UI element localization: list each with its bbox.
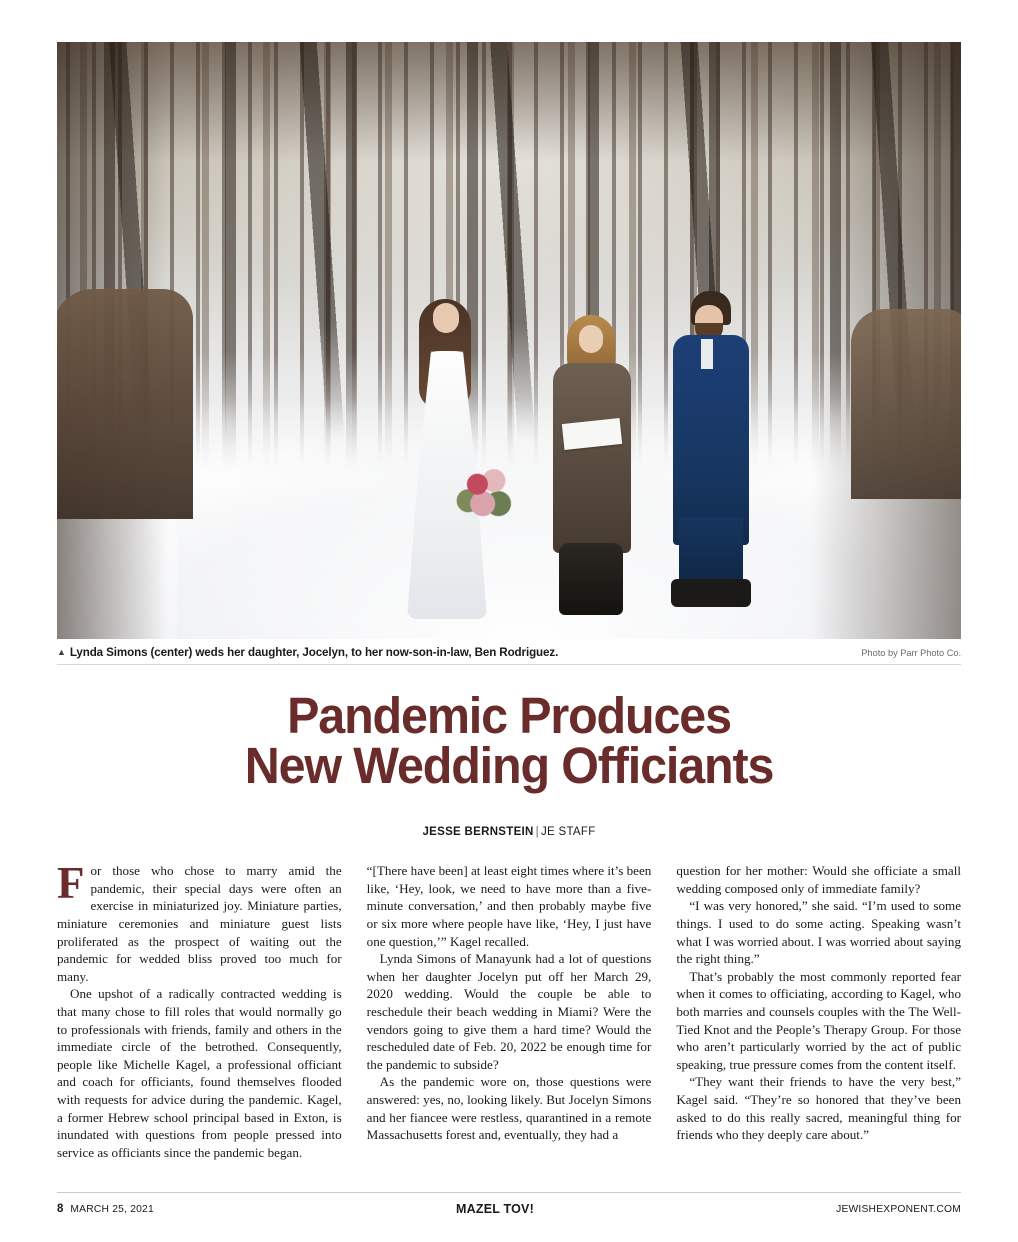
article-body <box>57 858 962 1161</box>
headline-line-1: Pandemic Produces <box>287 687 731 744</box>
officiant-boots <box>559 543 623 615</box>
paragraph: As the pandemic wore on, those questions were answered: yes, no, looking likely. But Jocelyn Simons and her fiancee were restless, quarantined in a remote Massachusetts forest and, eventually, they had a <box>366 1074 652 1143</box>
website-url[interactable]: JEWISHEXPONENT.COM <box>836 1203 961 1215</box>
paragraph: Lynda Simons of Manayunk had a lot of questions when her daughter Jocelyn put off her March 29, 2020 wedding. Would the couple be able to reschedule their beach wedding in Miami? Were the vendors going to give them a hard time? Would the rescheduled date of Feb. 20, 2022 be enough time for the pandemic to subside? <box>366 951 652 1072</box>
article-column-3 <box>676 862 961 1161</box>
magazine-page <box>0 42 1018 1242</box>
paragraph <box>57 858 342 985</box>
photo-bystander-right <box>851 309 961 499</box>
article-column-1 <box>57 858 342 1161</box>
photo-caption-text: Lynda Simons (center) weds her daughter, Jocelyn, to her now-son-in-law, Ben Rodriguez. <box>69 646 559 659</box>
byline-author: JESSE BERNSTEIN <box>422 826 534 839</box>
bride-bouquet <box>451 459 517 531</box>
paragraph: “[There have been] at least eight times where it’s been like, ‘Hey, look, we need to have more than a five-minute conversation,’ and then probably maybe five or six more where people have like, ‘Hey, I just have one question,’” Kagel recalled. <box>366 863 652 949</box>
photo-bride <box>387 291 507 621</box>
page-number: 8 <box>57 1203 64 1215</box>
photo-groom <box>657 287 767 617</box>
byline <box>57 826 961 838</box>
section-name: MAZEL TOV! <box>456 1202 534 1216</box>
photo-officiant <box>537 311 647 621</box>
article-column-2 <box>367 862 652 1161</box>
officiant-head <box>579 325 603 353</box>
bride-head <box>433 303 459 333</box>
byline-organization: JE STAFF <box>540 826 596 839</box>
paragraph: “I was very honored,” she said. “I’m used to some things. I used to do some acting. Speaking wasn’t what I was worried about. I was worried about saying the right thing.” <box>676 898 962 967</box>
photo-bystander-left <box>57 289 193 519</box>
drop-cap: F <box>57 858 85 909</box>
paragraph: “They want their friends to have the very best,” Kagel said. “They’re so honored that they’ve been asked to do this really sacred, meaningful thing for friends who they deeply care about.” <box>676 1074 962 1143</box>
byline-separator: | <box>535 826 539 839</box>
triangle-marker-icon: ▲ <box>57 647 66 657</box>
photo-caption <box>57 646 558 659</box>
page-footer <box>57 1192 961 1216</box>
issue-date: MARCH 25, 2021 <box>70 1204 154 1215</box>
groom-shirt <box>701 339 713 369</box>
photo-scene <box>57 42 961 639</box>
officiant-fur-coat <box>553 363 631 553</box>
photo-caption-row <box>57 646 961 665</box>
paragraph: question for her mother: Would she officiate a small wedding composed only of immediate family? <box>676 863 962 896</box>
headline-line-2: New Wedding Officiants <box>244 737 774 795</box>
page-title <box>80 687 939 795</box>
groom-legs <box>679 517 743 587</box>
feature-photo <box>57 42 961 639</box>
photo-credit: Photo by Parr Photo Co. <box>861 648 961 658</box>
paragraph: That’s probably the most commonly reported fear when it comes to officiating, according to Kagel, who both marries and counsels couples with the The Well-Tied Knot and the People’s Therapy Group. For those who aren’t particularly worried by the act of public speaking, true pressure comes from the content itself. <box>676 968 962 1072</box>
paragraph: One upshot of a radically contracted wedding is that many chose to fill roles that would normally go to professionals with friends, family and others in the immediate circle of the betrothed. Consequently, people like Michelle Kagel, a professional officiant and coach for officiants, found themselves flooded with requests for advice during the pandemic. Kagel, a former Hebrew school principal based in Exton, is inundated with questions from people pressed into service as officiants since the pandemic began. <box>57 986 342 1160</box>
footer-left <box>57 1203 154 1215</box>
groom-shoes <box>671 579 751 607</box>
paragraph-text: or those who chose to marry amid the pandemic, their special days were often an exercise in miniaturized joy. Miniature parties, miniature ceremonies and miniature guest lists proliferated as the prospect of waiting out the pandemic for wedded bliss proved too much for many. <box>57 863 342 984</box>
